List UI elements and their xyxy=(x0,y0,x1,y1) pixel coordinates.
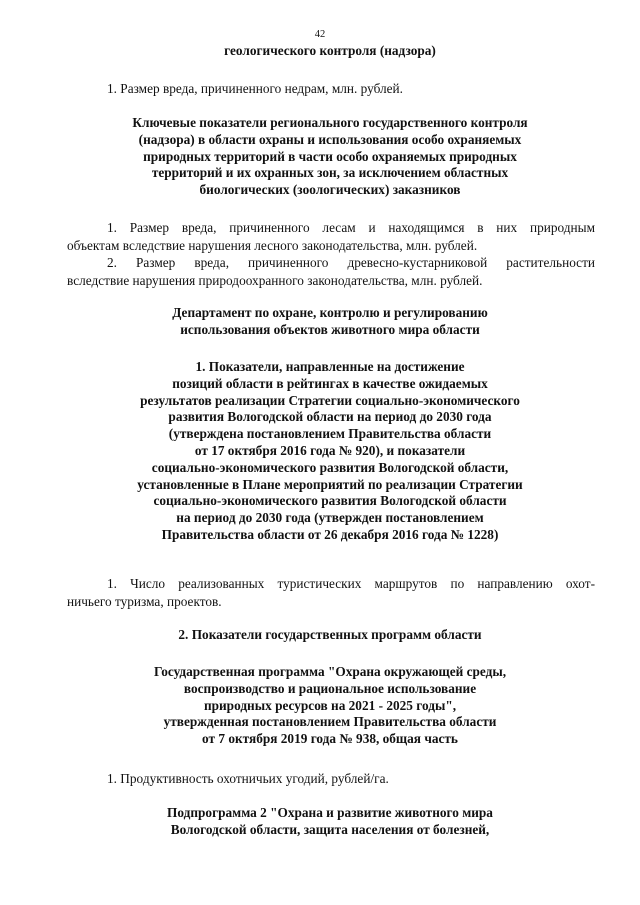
paragraph-line: 1. Размер вреда, причиненного лесам и находящимся в них природным xyxy=(107,220,595,235)
heading-line: результатов реализации Стратегии социально-экономического xyxy=(140,392,520,408)
heading-line: воспроизводство и рациональное использование xyxy=(183,680,477,696)
paragraph-line: 1. Число реализованных туристических маршрутов по направлению охот- xyxy=(107,576,595,591)
heading-line: Подпрограмма 2 "Охрана и развитие животного мира xyxy=(167,805,493,820)
paragraph-line: 1. Размер вреда, причиненного недрам, млн. рублей. xyxy=(107,81,403,96)
heading-line: природных ресурсов на 2021 - 2025 годы", xyxy=(203,697,457,713)
heading-line: на период до 2030 года (утвержден постановлением xyxy=(176,510,484,526)
heading-line: от 7 октября 2019 года № 938, общая часть xyxy=(202,731,458,747)
paragraph-tourist-routes xyxy=(67,575,595,610)
heading-line: использования объектов животного мира области xyxy=(180,321,480,337)
heading-line: Правительства области от 26 декабря 2016 года № 1228) xyxy=(161,526,499,542)
paragraph-hunting-productivity xyxy=(67,770,595,788)
paragraph-subsoil-damage xyxy=(67,80,595,98)
heading-line: природных территорий в части особо охраняемых природных xyxy=(143,148,517,164)
heading-line: развития Вологодской области на период до 2030 года xyxy=(168,409,492,425)
section-heading-subprogram-2 xyxy=(40,805,620,839)
heading-line: Вологодской области, защита населения от болезней, xyxy=(170,821,490,837)
heading-line: Департамент по охране, контролю и регулированию xyxy=(172,305,488,320)
heading-line: социально-экономического развития Вологодской области, xyxy=(151,459,509,475)
section-heading-wildlife-department xyxy=(40,305,620,339)
heading-line: (утверждена постановлением Правительства области xyxy=(168,426,492,442)
heading-line: утвержденная постановлением Правительства области xyxy=(163,714,497,730)
page-number: 42 xyxy=(314,29,326,40)
heading-line: геологического контроля (надзора) xyxy=(224,43,436,58)
heading-line: биологических (зоологических) заказников xyxy=(199,182,461,198)
paragraph-line: объектам вследствие нарушения лесного законодательства, млн. рублей. xyxy=(67,237,478,253)
heading-line: Ключевые показатели регионального государственного контроля xyxy=(132,115,528,130)
heading-line: территорий и их охранных зон, за исключением областных xyxy=(151,165,509,181)
section-heading-state-programs xyxy=(40,627,620,644)
section-heading-geology xyxy=(40,43,620,60)
section-heading-protected-areas xyxy=(40,115,620,199)
heading-line: установленные в Плане мероприятий по реализации Стратегии xyxy=(137,476,523,492)
paragraph-forest-damage xyxy=(67,219,595,254)
paragraph-vegetation-damage xyxy=(67,254,595,289)
section-heading-strategy-indicators xyxy=(40,359,620,544)
heading-line: (надзора) в области охраны и использования особо охраняемых xyxy=(138,131,522,147)
paragraph-line: 2. Размер вреда, причиненного древесно-кустарниковой растительности xyxy=(107,255,595,270)
paragraph-line: 1. Продуктивность охотничьих угодий, рублей/га. xyxy=(107,771,389,786)
heading-line: Государственная программа "Охрана окружающей среды, xyxy=(153,664,507,679)
heading-line: 1. Показатели, направленные на достижение xyxy=(195,359,465,374)
section-heading-environment-program xyxy=(40,664,620,748)
heading-line: позиций области в рейтингах в качестве ожидаемых xyxy=(172,375,488,391)
paragraph-line: вследствие нарушения природоохранного законодательства, млн. рублей. xyxy=(67,272,483,288)
heading-line: от 17 октября 2016 года № 920), и показатели xyxy=(194,442,466,458)
heading-line: 2. Показатели государственных программ области xyxy=(178,627,482,642)
heading-line: социально-экономического развития Вологодской области xyxy=(153,493,507,509)
paragraph-line: ничьего туризма, проектов. xyxy=(67,593,222,609)
